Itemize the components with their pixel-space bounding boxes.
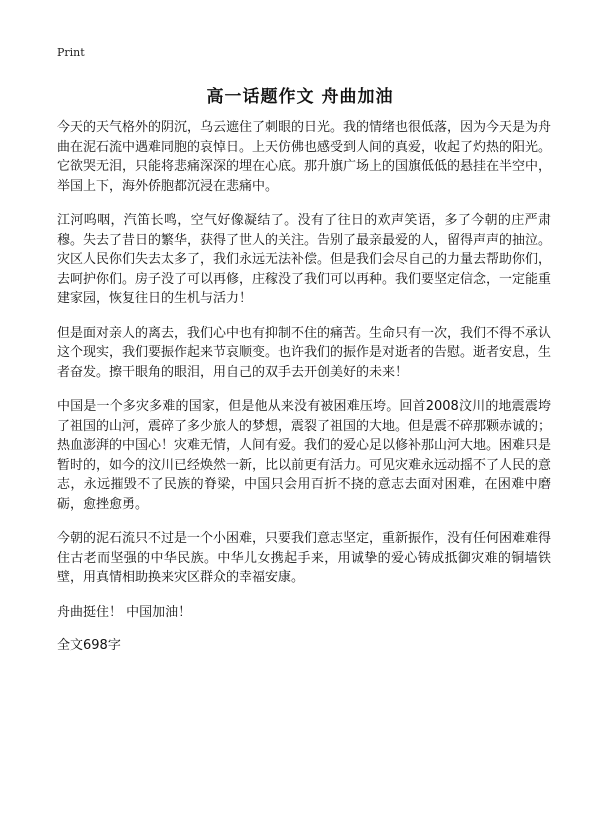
paragraph-5: 今朝的泥石流只不过是一个小困难，只要我们意志坚定，重新振作，没有任何困难难得住古老而坚强的中华民族。中华儿女携起手来，用诚挚的爱心铸成抵御灾难的铜墙铁壁，用真情相助换来灾区群众的幸福安康。 (57, 531, 552, 585)
closing-slogan: 舟曲挺住！ 中国加油！ (57, 604, 192, 620)
paragraph-1: 今天的天气格外的阴沉，乌云遮住了刺眼的日光。我的情绪也很低落，因为今天是为舟曲在泥石流中遇难同胞的哀悼日。上天仿佛也感受到人间的真爱，收起了灼热的阳光。它欲哭无泪，只能将悲痛深深的埋在心底。那升旗广场上的国旗低低的悬挂在半空中，举国上下，海外侨胞都沉浸在悲痛中。 (57, 120, 552, 194)
print-link[interactable]: Print (57, 46, 85, 59)
article-title: 高一话题作文 舟曲加油 (206, 87, 394, 107)
paragraph-3: 但是面对亲人的离去，我们心中也有抑制不住的痛苦。生命只有一次，我们不得不承认这个现实，我们要振作起来节哀顺变。也许我们的振作是对逝者的告慰。逝者安息，生者奋发。擦干眼角的眼泪，用自己的双手去开创美好的未来！ (57, 325, 552, 380)
paragraph-4: 中国是一个多灾多难的国家，但是他从来没有被困难压垮。回首2008汶川的地震震垮了祖国的山河，震碎了多少旅人的梦想，震裂了祖国的大地。但是震不碎那颗赤诚的；热血澎湃的中国心！灾难无情，人间有爱。我们的爱心足以修补那山河大地。困难只是暂时的，如今的汶川已经焕然一新，比以前更有活力。可见灾难永远动摇不了人民的意志，永远摧毁不了民族的脊梁，中国只会用百折不挠的意志去面对困难，在困难中磨砺，愈挫愈勇。 (57, 399, 552, 512)
paragraph-2: 江河呜咽，汽笛长鸣，空气好像凝结了。没有了往日的欢声笑语，多了今朝的庄严肃穆。失去了昔日的繁华，获得了世人的关注。告别了最亲最爱的人，留得声声的抽泣。灾区人民你们失去太多了，我们永远无法补偿。但是我们会尽自己的力量去帮助你们，去呵护你们。房子没了可以再修，庄稼没了我们可以再种。我们要坚定信念，一定能重建家园，恢复往日的生机与活力！ (57, 213, 552, 306)
word-count: 全文698字 (57, 638, 121, 653)
article-body (57, 118, 551, 670)
